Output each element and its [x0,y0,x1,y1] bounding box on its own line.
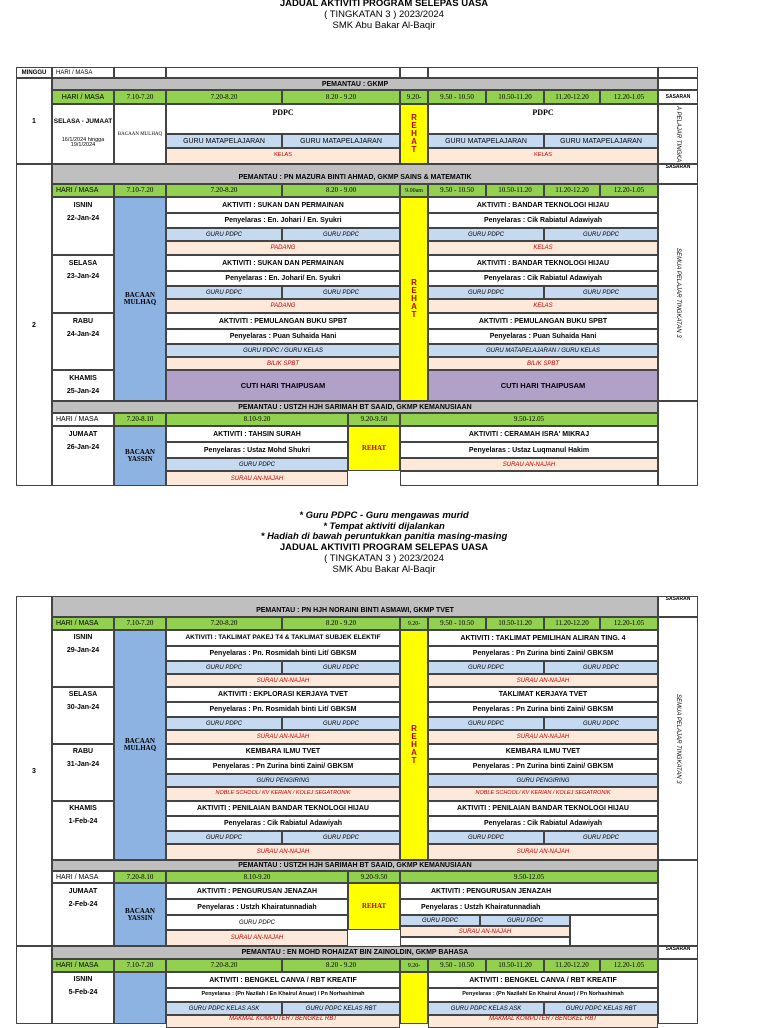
activity-title: KEMBARA ILMU TVET [428,744,658,759]
day-label: JUMAAT [68,431,98,438]
day-label: SELASA [68,260,98,267]
hari-masa-label: HARI / MASA [52,90,114,104]
pdpc-label: PDPC [166,104,400,134]
date-label: 23-Jan-24 [66,273,100,280]
time-slot: 11.20-12.20 [544,90,600,104]
time-slot: 7.20-8.20 [166,617,282,630]
guru-pdpc: GURU PDPC [544,661,658,674]
guru-pdpc: GURU PDPC [166,717,282,730]
note: * Guru PDPC - Guru mengawas murid [299,510,469,521]
activity-title: AKTIVITI : PENGURUSAN JENAZAH [166,883,348,899]
guru-pdpc: GURU PDPC [428,717,544,730]
venue: PADANG [166,241,400,255]
coordinator: Penyelaras : Ustaz Mohd Shukri [166,442,348,458]
doc-title: JADUAL AKTIVITI PROGRAM SELEPAS UASA [279,0,489,9]
time-slot: 8.20 - 9.00 [282,184,400,197]
coordinator: Penyelaras : Cik Rabiatul Adawiyah [428,816,658,831]
empty-cell [658,78,698,90]
pemantau-row: PEMANTAU : USTZH HJH SARIMAH BT SAAID, GKMP KEMANUSIAAN [52,860,658,871]
bacaan-mulhaq: BACAAN MULHAQ [114,104,166,164]
venue: SURAU AN-NAJAH [400,926,570,937]
empty-cell [658,67,698,78]
guru-pdpc: GURU PDPC [544,228,658,241]
coordinator: Penyelaras : Pn. Rosmidah binti Lit/ GBKSM [166,702,400,717]
time-slot: 8.20 - 9.20 [282,959,400,972]
rehat-cell: REHAT [348,883,400,930]
guru-pdpc: GURU PDPC [282,286,400,299]
guru-kelas-ask: GURU PDPC KELAS ASK [166,1002,282,1015]
activity-title: AKTIVITI : TAKLIMAT PAKEJ T4 & TAKLIMAT SUBJEK ELEKTIF [166,630,400,646]
guru-pengiring: GURU PENGIRING [428,774,658,787]
time-slot: 7.10-7.20 [114,617,166,630]
time-slot: 11.20-12.20 [544,617,600,630]
venue: KELAS [428,148,658,164]
hari-masa-label: HARI / MASA [52,959,114,972]
time-slot: 7.10-7.20 [114,184,166,197]
empty-cell [400,937,570,946]
guru-pdpc: GURU PDPC [166,915,348,930]
day-label: RABU [72,318,94,325]
coordinator: Penyelaras : Puan Suhaida Hani [166,329,400,344]
activity-title: AKTIVITI : SUKAN DAN PERMAINAN [166,197,400,213]
time-slot: 7.20-8.20 [166,959,282,972]
day-cell [52,255,114,313]
time-slot: 9.50-12.05 [400,413,658,426]
activity-title: AKTIVITI : PENILAIAN BANDAR TEKNOLOGI HIJAU [428,801,658,816]
guru-pdpc: GURU PDPC [544,831,658,844]
date-label: 1-Feb-24 [68,818,98,825]
time-slot: 12.20-1.05 [600,959,658,972]
week-number: 1 [16,78,52,164]
day-cell [52,630,114,687]
coordinator: Penyelaras : Puan Suhaida Hani [428,329,658,344]
coordinator: Penyelaras : En. Johari / En. Syukri [166,213,400,228]
activity-title: AKTIVITI : PENILAIAN BANDAR TEKNOLOGI HIJAU [166,801,400,816]
date-label: 29-Jan-24 [66,647,100,654]
date-range: 16/1/2024 hingga 19/1/2024 [61,136,105,149]
time-slot: 9.20- [400,617,428,630]
header-2 [0,542,768,575]
pemantau-row: PEMANTAU : GKMP [52,78,658,90]
coordinator: Penyelaras : Cik Rabiatul Adawiyah [166,816,400,831]
guru-pdpc: GURU PDPC [544,286,658,299]
coordinator: Penyelaras : (Pn Nazilah/ En Khairul Anuar) / Pn Norhashimah [428,988,658,1002]
guru-pdpc: GURU PDPC [428,286,544,299]
time-slot: 10.50-11.20 [486,184,544,197]
venue: SURAU AN-NAJAH [428,844,658,860]
date-label: 25-Jan-24 [66,388,100,395]
day-label: KHAMIS [69,375,97,382]
day-cell [52,972,114,1024]
time-slot: 9.00am [400,184,428,197]
rehat-column: R E H A T [400,104,428,164]
week-number: 3 [16,596,52,946]
day-cell [52,313,114,370]
guru-pdpc: GURU PDPC [166,286,282,299]
time-slot: 9.50-12.05 [400,871,658,883]
venue: MAKMAL KOMPUTER / BENGKEL RBT [166,1015,400,1028]
note: * Tempat aktiviti dijalankan [323,520,445,532]
activity-title: AKTIVITI : TAKLIMAT PEMILIHAN ALIRAN TING. 4 [428,630,658,646]
coordinator: Penyelaras : Ustzh Khairatunnadiah [400,899,658,915]
venue: SURAU AN-NAJAH [166,674,400,687]
guru-pdpc: GURU PDPC [282,717,400,730]
time-slot: 7.20-8.10 [114,871,166,883]
sasaran-cell: A PELAJAR TINGKA [658,104,698,164]
activity-title: AKTIVITI : PEMULANGAN BUKU SPBT [428,313,658,329]
holiday-cell: CUTI HARI THAIPUSAM [428,370,658,401]
sasaran-cell [658,959,698,1024]
guru-pdpc: GURU PDPC [166,228,282,241]
guru-mp: GURU MATAPELAJARAN [282,134,400,148]
day-cell [52,426,114,486]
guru-kelas-rbt: GURU PDPC KELAS RBT [544,1002,658,1015]
time-slot: 9.50 - 10.50 [428,90,486,104]
doc-subtitle: ( TINGKATAN 3 ) 2023/2024 [324,9,444,20]
venue: SURAU AN-NAJAH [428,674,658,687]
coordinator: Penyelaras : Cik Rabiatul Adawiyah [428,271,658,286]
guru-kelas-rbt: GURU PDPC KELAS RBT [282,1002,400,1015]
sasaran-cell [658,401,698,486]
venue: SURAU AN-NAJAH [400,458,658,471]
activity-title: AKTIVITI : BENGKEL CANVA / RBT KREATIF [428,972,658,988]
week-number-cell [16,946,52,1024]
venue: KELAS [428,241,658,255]
guru-mp: GURU MATAPELAJARAN [544,134,658,148]
guru-pdpc: GURU PDPC [428,228,544,241]
minggu-header: MINGGU [16,67,52,78]
day-label: SELASA - JUMAAT [53,118,113,126]
day-label: ISNIN [73,202,93,209]
pdpc-label: PDPC [428,104,658,134]
time-slot: 10.50-11.20 [486,90,544,104]
guru-mp: GURU MATAPELAJARAN [428,134,544,148]
day-label: KHAMIS [69,805,97,812]
time-slot: 8.10-9.20 [166,413,348,426]
school-name: SMK Abu Bakar Al-Baqir [332,564,436,575]
guru-pengiring: GURU PENGIRING [166,774,400,787]
sasaran-cell: SEMUA PELAJAR TINGKATAN 3 [658,184,698,401]
venue: SURAU AN-NAJAH [166,930,348,946]
day-label: RABU [72,748,94,755]
date-label: 30-Jan-24 [66,704,100,711]
date-label: 31-Jan-24 [66,761,100,768]
coordinator: Penyelaras : Cik Rabiatul Adawiyah [428,213,658,228]
time-slot: 10.50-11.20 [486,959,544,972]
pemantau-row: PEMANTAU : EN MOHD ROHAIZAT BIN ZAINOLDIN, GKMP BAHASA [52,946,658,959]
sasaran-cell: SEMUA PELAJAR TINGKATAN 3 [658,617,698,860]
day-cell [52,197,114,255]
rehat-cell: REHAT [348,426,400,471]
coordinator: Penyelaras : Pn Zurina binti Zaini/ GBKSM [428,759,658,774]
pemantau-row: PEMANTAU : PN MAZURA BINTI AHMAD, GKMP SAINS & MATEMATIK [52,164,658,184]
time-slot: 12.20-1.05 [600,617,658,630]
guru-pdpc: GURU PDPC [480,915,570,926]
sasaran-header: SASARAN [658,946,698,959]
sasaran-header: SASARAN [658,164,698,184]
day-cell [52,801,114,860]
time-slot: 7.20-8.20 [166,90,282,104]
guru-pdpc: GURU PDPC [400,915,480,926]
coordinator: Penyelaras : En. Johari/ En. Syukri [166,271,400,286]
time-slot: 12.20-1.05 [600,184,658,197]
guru-pdpc: GURU PDPC [166,661,282,674]
venue: NOBLE SCHOOL/ KV KERIAN / KOLEJ SEGATRONIK [166,787,400,801]
activity-title: AKTIVITI : SUKAN DAN PERMAINAN [166,255,400,271]
time-slot: 9.50 - 10.50 [428,959,486,972]
activity-title: AKTIVITI : CERAMAH ISRA' MIKRAJ [400,426,658,442]
day-label: ISNIN [73,976,93,983]
date-label: 22-Jan-24 [66,215,100,222]
day-cell [52,883,114,946]
venue: KELAS [166,148,400,164]
empty-cell [400,471,658,486]
rehat-column: R E H A T [400,197,428,401]
venue: SURAU AN-NAJAH [428,730,658,744]
sasaran-header: SASARAN [658,90,698,104]
sasaran-cell [658,860,698,946]
day-label: JUMAAT [68,888,98,895]
rehat-column: R E H A T [400,630,428,860]
time-slot: 9.20- [400,90,428,104]
time-slot: 9.20- [400,959,428,972]
coordinator: Penyelaras : (Pn Nazilah / En Khairul Anuar) / Pn Norhashimah [166,988,400,1002]
time-slot: 11.20-12.20 [544,184,600,197]
holiday-cell: CUTI HARI THAIPUSAM [166,370,400,401]
note: * Hadiah di bawah peruntukkan panitia masing-masing [260,531,508,542]
doc-title: JADUAL AKTIVITI PROGRAM SELEPAS UASA [279,542,489,553]
coordinator: Penyelaras : Ustaz Luqmanul Hakim [400,442,658,458]
coordinator: Penyelaras : Ustzh Khairatunnadiah [166,899,348,915]
guru-pdpc: GURU PDPC [166,831,282,844]
day-cell [52,744,114,801]
venue: SURAU AN-NAJAH [166,844,400,860]
time-slot: 12.20-1.05 [600,90,658,104]
guru-mp: GURU MATAPELAJARAN [166,134,282,148]
guru-pdpc: GURU MATAPELAJARAN / GURU KELAS [428,344,658,357]
venue: BILIK SPBT [428,357,658,370]
bacaan-mulhaq-cell [114,972,166,1024]
time-slot: 7.20-8.10 [114,413,166,426]
activity-title: AKTIVITI : PENGURUSAN JENAZAH [400,883,658,899]
bacaan-yassin: BACAAN YASSIN [114,426,166,486]
time-slot: 8.10-9.20 [166,871,348,883]
time-slot: 9.20-9.50 [348,413,400,426]
guru-pdpc: GURU PDPC [282,661,400,674]
bacaan-yassin: BACAAN YASSIN [114,883,166,946]
header-1 [0,0,768,31]
guru-kelas-ask: GURU PDPC KELAS ASK [428,1002,544,1015]
time-slot: 7.10-7.20 [114,959,166,972]
empty-cell [114,67,166,78]
day-label: SELASA [68,691,98,698]
hari-masa-label: HARI / MASA [52,413,114,426]
doc-subtitle: ( TINGKATAN 3 ) 2023/2024 [324,553,444,564]
activity-title: AKTIVITI : EKPLORASI KERJAYA TVET [166,687,400,702]
empty-cell [400,67,428,78]
day-cell [52,370,114,401]
bacaan-mulhaq: BACAAN MULHAQ [114,630,166,860]
guru-pdpc: GURU PDPC [428,831,544,844]
activity-title: AKTIVITI : PEMULANGAN BUKU SPBT [166,313,400,329]
date-label: 24-Jan-24 [66,331,100,338]
coordinator: Penyelaras : Pn Zurina binti Zaini/ GBKSM [428,702,658,717]
time-slot: 9.20-9.50 [348,871,400,883]
venue: SURAU AN-NAJAH [166,471,348,486]
time-slot: 10.50-11.20 [486,617,544,630]
time-slot: 8.20 - 9.20 [282,90,400,104]
pemantau-row: PEMANTAU : USTZH HJH SARIMAH BT SAAID, GKMP KEMANUSIAAN [52,401,658,413]
hari-masa-label: HARI / MASA [52,871,114,883]
coordinator: Penyelaras : Pn Zurina binti Zaini/ GBKSM [166,759,400,774]
time-slot: 8.20 - 9.20 [282,617,400,630]
activity-title: AKTIVITI : BENGKEL CANVA / RBT KREATIF [166,972,400,988]
activity-title: TAKLIMAT KERJAYA TVET [428,687,658,702]
day-cell [52,687,114,744]
guru-pdpc: GURU PDPC [544,717,658,730]
venue: SURAU AN-NAJAH [166,730,400,744]
hari-masa-label: HARI / MASA [52,184,114,197]
guru-pdpc: GURU PDPC [166,458,348,471]
day-cell [52,104,114,164]
empty-cell [570,915,658,946]
sasaran-header: SASARAN [658,596,698,617]
time-slot: 7.10-7.20 [114,90,166,104]
date-label: 26-Jan-24 [66,444,100,451]
venue: KELAS [428,299,658,313]
guru-pdpc: GURU PDPC [428,661,544,674]
day-label: ISNIN [73,634,93,641]
venue: NOBLE SCHOOL/ KV KERIAN / KOLEJ SEGATRONIK [428,787,658,801]
school-name: SMK Abu Bakar Al-Baqir [332,20,436,31]
activity-title: KEMBARA ILMU TVET [166,744,400,759]
week-number: 2 [16,164,52,486]
coordinator: Penyelaras : Pn Zurina binti Zaini/ GBKSM [428,646,658,661]
time-slot: 9.50 - 10.50 [428,617,486,630]
time-slot: 7.20-8.20 [166,184,282,197]
rehat-column [400,972,428,1024]
activity-title: AKTIVITI : BANDAR TEKNOLOGI HIJAU [428,197,658,213]
hari-masa-header: HARI / MASA [52,67,114,78]
hari-masa-label: HARI / MASA [52,617,114,630]
venue: MAKMAL KOMPUTER / BENGKEL RBT [428,1015,658,1028]
coordinator: Penyelaras : Pn. Rosmidah binti Lit/ GBKSM [166,646,400,661]
time-slot: 9.50 - 10.50 [428,184,486,197]
venue: BILIK SPBT [166,357,400,370]
bacaan-mulhaq: BACAAN MULHAQ [114,197,166,401]
guru-pdpc: GURU PDPC / GURU KELAS [166,344,400,357]
time-slot: 11.20-12.20 [544,959,600,972]
activity-title: AKTIVITI : TAHSIN SURAH [166,426,348,442]
pemantau-row: PEMANTAU : PN HJH NORAINI BINTI ASMAWI, GKMP TVET [52,596,658,617]
activity-title: AKTIVITI : BANDAR TEKNOLOGI HIJAU [428,255,658,271]
guru-pdpc: GURU PDPC [282,228,400,241]
empty-cell [166,67,400,78]
notes [0,511,768,543]
guru-pdpc: GURU PDPC [282,831,400,844]
venue: PADANG [166,299,400,313]
date-label: 5-Feb-24 [68,989,98,996]
empty-cell [428,67,658,78]
date-label: 2-Feb-24 [68,901,98,908]
